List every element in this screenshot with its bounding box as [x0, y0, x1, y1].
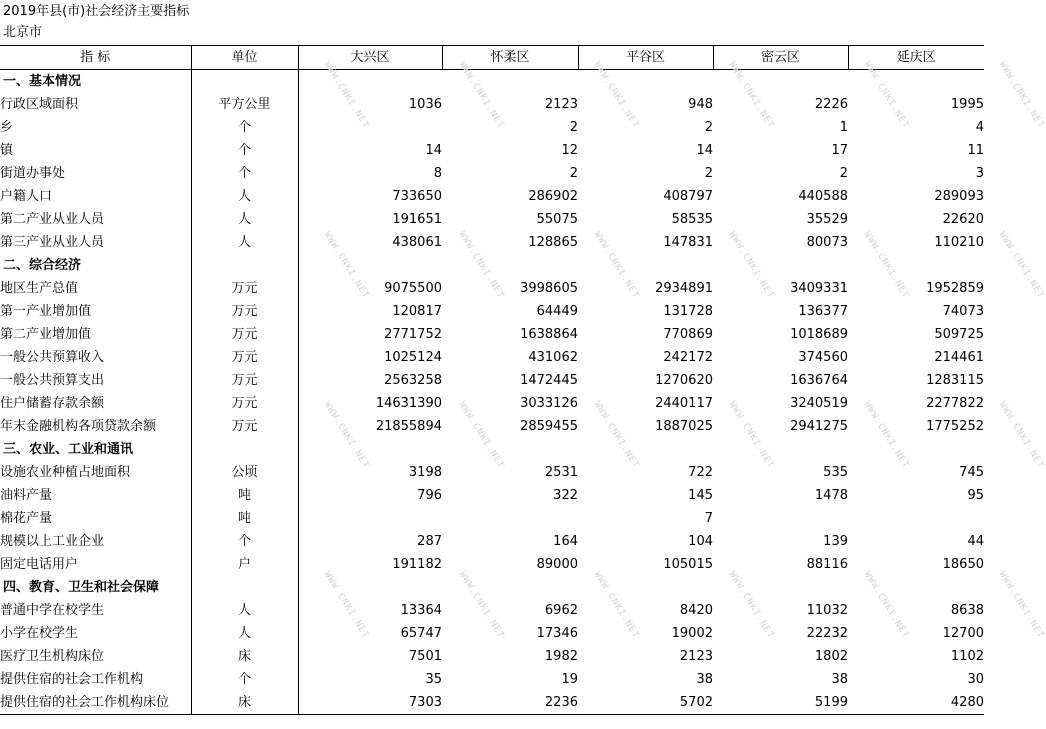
- unit-cell[interactable]: 个: [191, 139, 298, 162]
- indicator-name[interactable]: 普通中学在校学生: [0, 599, 191, 622]
- value-cell[interactable]: 374560: [798, 349, 848, 365]
- watermark-text: WWW.CNKI.NET: [726, 570, 776, 641]
- value-cell[interactable]: [298, 576, 442, 599]
- value-cell[interactable]: [442, 438, 578, 461]
- value-cell[interactable]: [298, 438, 442, 461]
- value-cell[interactable]: 3409331: [790, 280, 848, 296]
- value-cell[interactable]: [442, 576, 578, 599]
- value-cell[interactable]: 35: [425, 671, 442, 687]
- table-row: [0, 162, 984, 185]
- table-row: [0, 507, 984, 530]
- unit-cell[interactable]: 个: [191, 162, 298, 185]
- section-heading[interactable]: 三、农业、工业和通讯: [0, 438, 191, 461]
- value-cell[interactable]: [848, 576, 984, 599]
- value-cell[interactable]: 1995: [950, 96, 984, 112]
- unit-cell[interactable]: [191, 438, 298, 461]
- table-body: [0, 70, 984, 715]
- value-cell[interactable]: 770869: [663, 326, 713, 342]
- value-cell[interactable]: [298, 254, 442, 277]
- value-cell[interactable]: 5702: [578, 691, 713, 715]
- watermark-text: WWW.CNKI.NET: [456, 230, 506, 301]
- value-cell[interactable]: 14631390: [375, 395, 442, 411]
- value-cell[interactable]: [713, 438, 848, 461]
- indicator-name[interactable]: 街道办事处: [0, 162, 191, 185]
- value-cell[interactable]: [848, 507, 984, 530]
- sheet-title: 2019年县(市)社会经济主要指标: [3, 4, 190, 19]
- value-cell[interactable]: 55075: [536, 211, 578, 227]
- indicator-name[interactable]: 医疗卫生机构床位: [0, 645, 191, 668]
- value-cell[interactable]: [578, 254, 713, 277]
- value-cell[interactable]: 1025124: [384, 349, 442, 365]
- watermark-text: WWW.CNKI.NET: [591, 400, 641, 471]
- value-cell[interactable]: 2941275: [790, 418, 848, 434]
- indicator-name[interactable]: 户籍人口: [0, 185, 191, 208]
- unit-cell[interactable]: 人: [191, 185, 298, 208]
- value-cell[interactable]: 38: [831, 671, 848, 687]
- indicator-name[interactable]: 固定电话用户: [0, 553, 191, 576]
- watermark-text: WWW.CNKI.NET: [861, 400, 911, 471]
- unit-cell[interactable]: 万元: [191, 277, 298, 300]
- value-cell[interactable]: 136377: [798, 303, 848, 319]
- value-cell[interactable]: 89000: [536, 556, 578, 572]
- watermark-text: WWW.CNKI.NET: [996, 230, 1046, 301]
- value-cell[interactable]: 88116: [806, 556, 848, 572]
- header-yanqing[interactable]: 延庆区: [848, 46, 984, 70]
- value-cell[interactable]: 191182: [392, 556, 442, 572]
- unit-cell[interactable]: 床: [191, 645, 298, 668]
- table-row: [0, 415, 984, 438]
- unit-cell[interactable]: 个: [191, 530, 298, 553]
- header-huairou[interactable]: 怀柔区: [442, 46, 578, 70]
- unit-cell[interactable]: 个: [191, 116, 298, 139]
- value-cell[interactable]: 191651: [392, 211, 442, 227]
- value-cell[interactable]: 2: [704, 119, 713, 135]
- value-cell[interactable]: 1270620: [655, 372, 713, 388]
- value-cell[interactable]: 95: [967, 487, 984, 503]
- value-cell[interactable]: 1472445: [520, 372, 578, 388]
- table-row: [0, 323, 984, 346]
- value-cell[interactable]: 164: [553, 533, 578, 549]
- watermark-text: WWW.CNKI.NET: [321, 230, 371, 301]
- section-row: [0, 254, 984, 277]
- indicator-name[interactable]: 地区生产总值: [0, 277, 191, 300]
- value-cell[interactable]: 105015: [663, 556, 713, 572]
- value-cell[interactable]: 104: [688, 533, 713, 549]
- table-row: [0, 300, 984, 323]
- unit-cell[interactable]: 人: [191, 599, 298, 622]
- table-row: [0, 139, 984, 162]
- value-cell[interactable]: 287: [417, 533, 442, 549]
- unit-cell[interactable]: 万元: [191, 415, 298, 438]
- value-cell[interactable]: [848, 438, 984, 461]
- indicator-name[interactable]: 一般公共预算收入: [0, 346, 191, 369]
- value-cell[interactable]: [578, 576, 713, 599]
- value-cell[interactable]: 2563258: [384, 372, 442, 388]
- unit-cell[interactable]: [191, 254, 298, 277]
- watermark-text: WWW.CNKI.NET: [861, 60, 911, 131]
- unit-cell[interactable]: 人: [191, 208, 298, 231]
- value-cell[interactable]: 1283115: [926, 372, 984, 388]
- value-cell[interactable]: [298, 507, 442, 530]
- value-cell[interactable]: [442, 507, 578, 530]
- watermark-text: WWW.CNKI.NET: [321, 570, 371, 641]
- table-row: [0, 553, 984, 576]
- unit-cell[interactable]: 平方公里: [191, 93, 298, 116]
- watermark-text: WWW.CNKI.NET: [996, 400, 1046, 471]
- value-cell[interactable]: 22232: [806, 625, 848, 641]
- value-cell[interactable]: 440588: [798, 188, 848, 204]
- unit-cell[interactable]: 万元: [191, 323, 298, 346]
- value-cell[interactable]: 7303: [298, 691, 442, 715]
- indicator-name[interactable]: 第二产业从业人员: [0, 208, 191, 231]
- header-unit[interactable]: 单位: [191, 46, 298, 70]
- watermark-text: WWW.CNKI.NET: [861, 570, 911, 641]
- value-cell[interactable]: 438061: [392, 234, 442, 250]
- watermark-text: WWW.CNKI.NET: [456, 400, 506, 471]
- watermark-text: WWW.CNKI.NET: [321, 60, 371, 131]
- watermark-text: WWW.CNKI.NET: [726, 60, 776, 131]
- value-cell[interactable]: 7501: [408, 648, 442, 664]
- unit-cell[interactable]: 床: [191, 691, 298, 715]
- unit-cell[interactable]: 人: [191, 231, 298, 254]
- value-cell[interactable]: 80073: [806, 234, 848, 250]
- value-cell[interactable]: 18650: [942, 556, 984, 572]
- value-cell[interactable]: 3198: [408, 464, 442, 480]
- header-indicator[interactable]: 指 标: [0, 46, 191, 70]
- indicator-name[interactable]: 第一产业增加值: [0, 300, 191, 323]
- indicator-name[interactable]: 第二产业增加值: [0, 323, 191, 346]
- value-cell[interactable]: 509725: [934, 326, 984, 342]
- value-cell[interactable]: 1036: [408, 96, 442, 112]
- value-cell[interactable]: 8638: [950, 602, 984, 618]
- value-cell[interactable]: 1638864: [520, 326, 578, 342]
- value-cell[interactable]: [442, 70, 578, 94]
- value-cell[interactable]: 8: [433, 165, 442, 181]
- table-row: [0, 530, 984, 553]
- table-row: [0, 185, 984, 208]
- value-cell[interactable]: 1802: [814, 648, 848, 664]
- value-cell[interactable]: [442, 254, 578, 277]
- table-row: [0, 668, 984, 691]
- indicator-name[interactable]: 棉花产量: [0, 507, 191, 530]
- value-cell[interactable]: 110210: [934, 234, 984, 250]
- value-cell[interactable]: 1636764: [790, 372, 848, 388]
- value-cell[interactable]: 1018689: [790, 326, 848, 342]
- indicator-name[interactable]: 年末金融机构各项贷款余额: [0, 415, 191, 438]
- value-cell[interactable]: 2226: [814, 96, 848, 112]
- value-cell[interactable]: [713, 254, 848, 277]
- value-cell[interactable]: 17: [831, 142, 848, 158]
- value-cell[interactable]: 19: [561, 671, 578, 687]
- indicator-name[interactable]: 规模以上工业企业: [0, 530, 191, 553]
- table-row: [0, 116, 984, 139]
- value-cell[interactable]: 242172: [663, 349, 713, 365]
- section-heading[interactable]: 二、综合经济: [0, 254, 191, 277]
- value-cell[interactable]: 9075500: [384, 280, 442, 296]
- unit-cell[interactable]: 个: [191, 668, 298, 691]
- value-cell[interactable]: 2934891: [655, 280, 713, 296]
- header-pinggu[interactable]: 平谷区: [578, 46, 713, 70]
- value-cell[interactable]: 13364: [400, 602, 442, 618]
- value-cell[interactable]: 65747: [400, 625, 442, 641]
- value-cell[interactable]: 14: [696, 142, 713, 158]
- value-cell[interactable]: 145: [688, 487, 713, 503]
- value-cell[interactable]: 4280: [848, 691, 984, 715]
- value-cell[interactable]: 286902: [528, 188, 578, 204]
- value-cell[interactable]: 3998605: [520, 280, 578, 296]
- region-label: 北京市: [3, 25, 43, 40]
- value-cell[interactable]: 2123: [679, 648, 713, 664]
- value-cell[interactable]: 2: [569, 165, 578, 181]
- value-cell[interactable]: 5199: [713, 691, 848, 715]
- value-cell[interactable]: [298, 70, 442, 94]
- value-cell[interactable]: 322: [553, 487, 578, 503]
- value-cell[interactable]: 733650: [392, 188, 442, 204]
- unit-cell[interactable]: 万元: [191, 369, 298, 392]
- section-row: [0, 576, 984, 599]
- value-cell[interactable]: 408797: [663, 188, 713, 204]
- unit-cell[interactable]: 吨: [191, 484, 298, 507]
- indicator-name[interactable]: 提供住宿的社会工作机构: [0, 668, 191, 691]
- unit-cell[interactable]: [191, 70, 298, 94]
- value-cell[interactable]: 2531: [544, 464, 578, 480]
- table-row: [0, 392, 984, 415]
- value-cell[interactable]: 3240519: [790, 395, 848, 411]
- value-cell[interactable]: [578, 70, 713, 94]
- value-cell[interactable]: 38: [696, 671, 713, 687]
- value-cell[interactable]: 289093: [934, 188, 984, 204]
- value-cell[interactable]: 1775252: [926, 418, 984, 434]
- watermark-text: WWW.CNKI.NET: [591, 570, 641, 641]
- value-cell[interactable]: [713, 576, 848, 599]
- value-cell[interactable]: 58535: [671, 211, 713, 227]
- watermark-text: WWW.CNKI.NET: [726, 230, 776, 301]
- watermark-text: WWW.CNKI.NET: [996, 570, 1046, 641]
- unit-cell[interactable]: 公顷: [191, 461, 298, 484]
- value-cell[interactable]: 120817: [392, 303, 442, 319]
- table-row: [0, 369, 984, 392]
- value-cell[interactable]: 139: [823, 533, 848, 549]
- unit-cell[interactable]: 万元: [191, 300, 298, 323]
- watermark-text: WWW.CNKI.NET: [591, 230, 641, 301]
- value-cell[interactable]: 796: [417, 487, 442, 503]
- value-cell[interactable]: 1982: [544, 648, 578, 664]
- section-heading[interactable]: 一、基本情况: [0, 70, 191, 94]
- value-cell[interactable]: 74073: [942, 303, 984, 319]
- indicator-name[interactable]: 第三产业从业人员: [0, 231, 191, 254]
- table-row: [0, 599, 984, 622]
- indicator-name[interactable]: 设施农业种植占地面积: [0, 461, 191, 484]
- header-row: [0, 46, 984, 70]
- value-cell[interactable]: 64449: [536, 303, 578, 319]
- value-cell[interactable]: 948: [688, 96, 713, 112]
- value-cell[interactable]: 1102: [950, 648, 984, 664]
- value-cell[interactable]: 35529: [806, 211, 848, 227]
- indicator-name[interactable]: 油料产量: [0, 484, 191, 507]
- value-cell[interactable]: 22620: [942, 211, 984, 227]
- table-row: [0, 346, 984, 369]
- watermark-text: WWW.CNKI.NET: [726, 400, 776, 471]
- table-row: [0, 208, 984, 231]
- header-daxing[interactable]: 大兴区: [298, 46, 442, 70]
- indicator-name[interactable]: 住户储蓄存款余额: [0, 392, 191, 415]
- indicator-name[interactable]: 行政区域面积: [0, 93, 191, 116]
- watermark-text: WWW.CNKI.NET: [591, 60, 641, 131]
- value-cell[interactable]: 1952859: [926, 280, 984, 296]
- value-cell[interactable]: 6962: [544, 602, 578, 618]
- value-cell[interactable]: 745: [959, 464, 984, 480]
- value-cell[interactable]: [713, 507, 848, 530]
- table-row: [0, 231, 984, 254]
- value-cell[interactable]: 3033126: [520, 395, 578, 411]
- value-cell[interactable]: 2771752: [384, 326, 442, 342]
- value-cell[interactable]: 2: [704, 165, 713, 181]
- value-cell[interactable]: 2: [839, 165, 848, 181]
- value-cell[interactable]: 722: [688, 464, 713, 480]
- value-cell[interactable]: 535: [823, 464, 848, 480]
- section-row: [0, 438, 984, 461]
- unit-cell[interactable]: 户: [191, 553, 298, 576]
- value-cell[interactable]: 14: [425, 142, 442, 158]
- value-cell[interactable]: 4: [975, 119, 984, 135]
- value-cell[interactable]: 2277822: [926, 395, 984, 411]
- watermark-text: WWW.CNKI.NET: [996, 60, 1046, 131]
- value-cell[interactable]: 2236: [442, 691, 578, 715]
- indicator-table: [0, 45, 984, 715]
- value-cell[interactable]: 8420: [679, 602, 713, 618]
- value-cell[interactable]: [848, 70, 984, 94]
- indicator-name[interactable]: 提供住宿的社会工作机构床位: [0, 691, 191, 715]
- header-miyun[interactable]: 密云区: [713, 46, 848, 70]
- value-cell[interactable]: 21855894: [375, 418, 442, 434]
- value-cell[interactable]: 11: [967, 142, 984, 158]
- unit-cell[interactable]: 万元: [191, 392, 298, 415]
- watermark-text: WWW.CNKI.NET: [456, 60, 506, 131]
- value-cell[interactable]: 1887025: [655, 418, 713, 434]
- value-cell[interactable]: 2440117: [655, 395, 713, 411]
- table-row: [0, 645, 984, 668]
- unit-cell[interactable]: 吨: [191, 507, 298, 530]
- value-cell[interactable]: 1: [839, 119, 848, 135]
- value-cell[interactable]: 214461: [934, 349, 984, 365]
- value-cell[interactable]: 131728: [663, 303, 713, 319]
- value-cell[interactable]: 12: [561, 142, 578, 158]
- unit-cell[interactable]: 人: [191, 622, 298, 645]
- indicator-name[interactable]: 一般公共预算支出: [0, 369, 191, 392]
- indicator-name[interactable]: 镇: [0, 139, 191, 162]
- value-cell[interactable]: 30: [967, 671, 984, 687]
- value-cell[interactable]: 12700: [942, 625, 984, 641]
- indicator-name[interactable]: 小学在校学生: [0, 622, 191, 645]
- value-cell[interactable]: [848, 254, 984, 277]
- section-row: [0, 70, 984, 94]
- watermark-text: WWW.CNKI.NET: [321, 400, 371, 471]
- value-cell[interactable]: 7: [704, 510, 713, 526]
- watermark-text: WWW.CNKI.NET: [861, 230, 911, 301]
- unit-cell[interactable]: [191, 576, 298, 599]
- table-row: [0, 622, 984, 645]
- value-cell[interactable]: 2: [569, 119, 578, 135]
- value-cell[interactable]: [298, 116, 442, 139]
- watermark-text: WWW.CNKI.NET: [456, 570, 506, 641]
- table-row: [0, 277, 984, 300]
- value-cell[interactable]: 17346: [536, 625, 578, 641]
- table-row: [0, 461, 984, 484]
- value-cell[interactable]: 431062: [528, 349, 578, 365]
- value-cell[interactable]: [713, 70, 848, 94]
- value-cell[interactable]: [578, 438, 713, 461]
- value-cell[interactable]: 11032: [806, 602, 848, 618]
- value-cell[interactable]: 2859455: [520, 418, 578, 434]
- value-cell[interactable]: 128865: [528, 234, 578, 250]
- table-row: [0, 691, 984, 715]
- section-heading[interactable]: 四、教育、卫生和社会保障: [0, 576, 191, 599]
- value-cell[interactable]: 44: [967, 533, 984, 549]
- table-row: [0, 484, 984, 507]
- value-cell[interactable]: 1478: [814, 487, 848, 503]
- value-cell[interactable]: 19002: [671, 625, 713, 641]
- table-row: [0, 93, 984, 116]
- value-cell[interactable]: 3: [975, 165, 984, 181]
- value-cell[interactable]: 2123: [544, 96, 578, 112]
- unit-cell[interactable]: 万元: [191, 346, 298, 369]
- value-cell[interactable]: 147831: [663, 234, 713, 250]
- indicator-name[interactable]: 乡: [0, 116, 191, 139]
